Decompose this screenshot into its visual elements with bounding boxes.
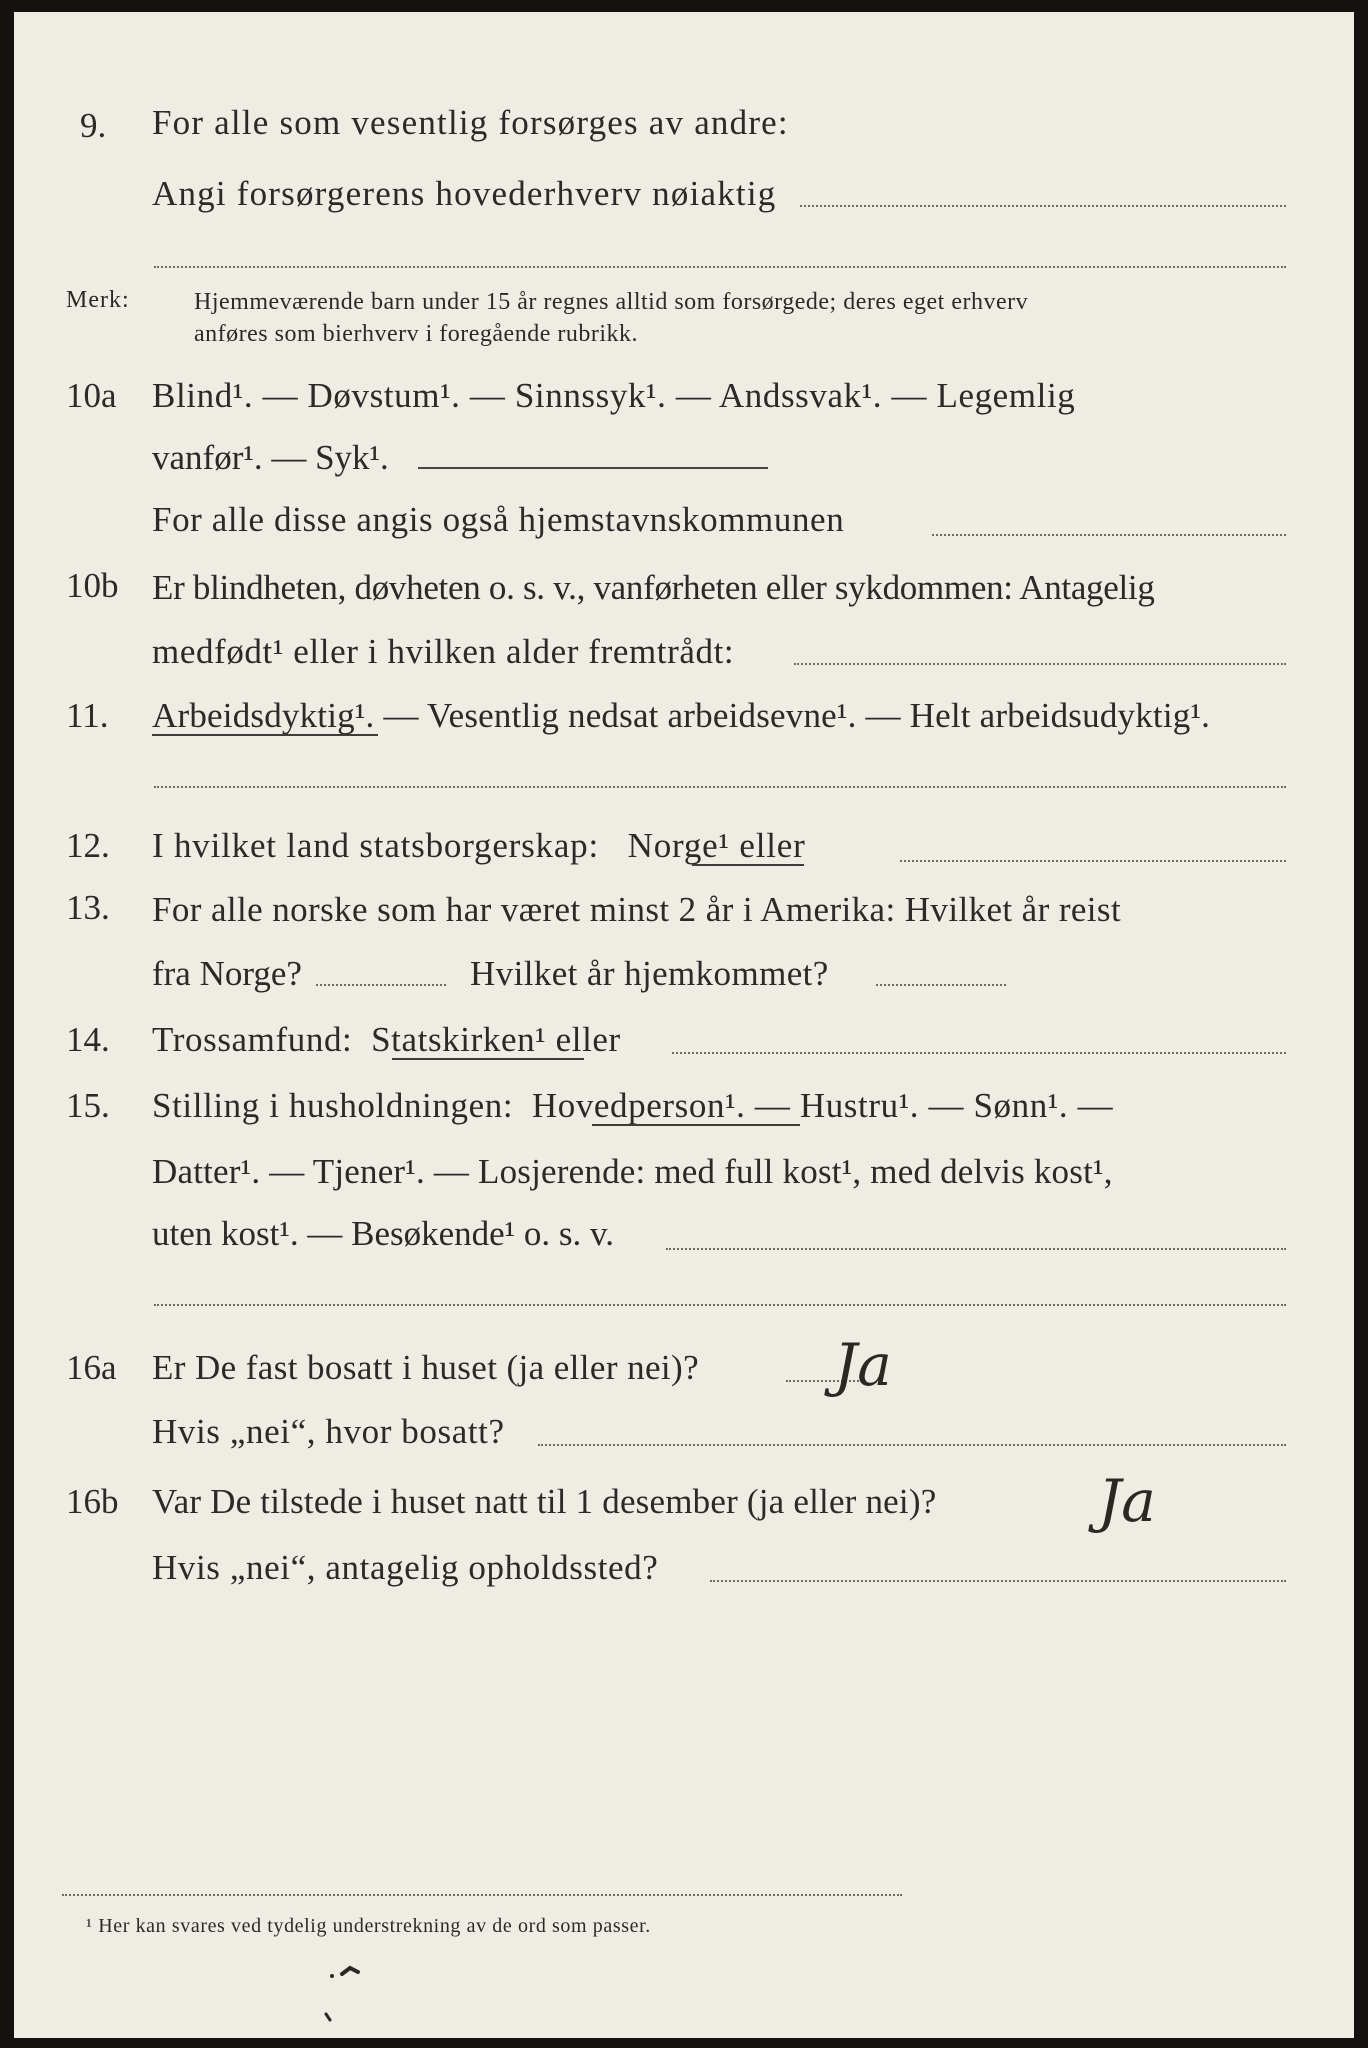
q11-extra-line [154, 786, 1286, 788]
q15-answer-line [666, 1248, 1286, 1250]
q11-line [152, 698, 1210, 733]
census-form-page [14, 12, 1354, 2038]
q10a-answer-line [418, 467, 768, 469]
q14-text: Trossamfund: [152, 1020, 353, 1059]
q14-line [152, 1022, 621, 1057]
q15-underline-mark [592, 1124, 800, 1126]
q12-underline-mark [692, 864, 804, 866]
q12-rest: eller [739, 826, 806, 865]
q13-year-returned-line [876, 984, 1006, 986]
q14-answer-line [672, 1052, 1286, 1054]
q11-rest: — Vesentlig nedsat arbeidsevne¹. — Helt arbeidsudyktig¹. [383, 696, 1211, 735]
note-label: Merk: [66, 287, 130, 313]
q16b-handwritten-answer: Ja [1098, 1467, 1156, 1535]
ink-smudge-mark [324, 1960, 404, 2038]
q16b-number: 16b [66, 1482, 119, 1521]
q9-line1: For alle som vesentlig forsørges av andre: [152, 103, 789, 142]
q15-text: Stilling i husholdningen: [152, 1086, 514, 1125]
q12-text: I hvilket land statsborgerskap: [152, 826, 599, 865]
q15-extra-line [154, 1304, 1286, 1306]
note-line1: Hjemmeværende barn under 15 år regnes alltid som forsørgede; deres eget erhverv [194, 289, 1029, 315]
q13-year-left-line [316, 984, 446, 986]
q16a-line2: Hvis „nei“, hvor bosatt? [152, 1412, 505, 1451]
q9-answer-line [800, 205, 1286, 207]
q13-number: 13. [66, 888, 110, 927]
q12-line [152, 828, 806, 863]
q13-line2a: fra Norge? [152, 954, 302, 993]
q13-line2b: Hvilket år hjemkommet? [470, 954, 829, 993]
q15-line2: Datter¹. — Tjener¹. — Losjerende: med full kost¹, med delvis kost¹, [152, 1152, 1113, 1191]
q15-line1 [152, 1088, 1113, 1123]
q16b-line2: Hvis „nei“, antagelig opholdssted? [152, 1548, 659, 1587]
q14-selected-option: Statskirken¹ [371, 1020, 547, 1059]
q10b-answer-line [794, 663, 1286, 665]
q15-selected-option: Hovedperson¹. [531, 1086, 746, 1125]
q10a-line1: Blind¹. — Døvstum¹. — Sinnssyk¹. — Andssvak¹. — Legemlig [152, 376, 1076, 415]
note-line2: anføres som bierhverv i foregående rubrikk. [194, 321, 639, 347]
q9-number: 9. [80, 106, 107, 145]
q10b-number: 10b [66, 566, 119, 605]
q11-selected-option: Arbeidsdyktig¹. [152, 696, 375, 735]
q10a-number: 10a [66, 376, 117, 415]
q9-line2: Angi forsørgerens hovederhverv nøiaktig [152, 174, 777, 213]
q9-extra-line [154, 266, 1286, 268]
q12-answer-line [900, 860, 1286, 862]
q14-rest: eller [555, 1020, 621, 1059]
q12-number: 12. [66, 826, 110, 865]
q10a-home-municipality-line [932, 534, 1286, 536]
q16a-number: 16a [66, 1348, 117, 1387]
q15-line3: uten kost¹. — Besøkende¹ o. s. v. [152, 1214, 615, 1253]
q16b-line1: Var De tilstede i huset natt til 1 desember (ja eller nei)? [152, 1482, 937, 1521]
q12-selected-option: Norge¹ [627, 826, 730, 865]
q11-number: 11. [66, 696, 109, 735]
q15-rest: — Hustru¹. — Sønn¹. — [754, 1086, 1114, 1125]
q10a-line3: For alle disse angis også hjemstavnskommunen [152, 500, 845, 539]
q16b-location-line [710, 1580, 1286, 1582]
q10a-line2: vanfør¹. — Syk¹. [152, 438, 389, 477]
q16a-residence-line [538, 1444, 1286, 1446]
q11-underline-mark [152, 734, 378, 736]
footnote-rule [62, 1894, 902, 1896]
q15-number: 15. [66, 1086, 110, 1125]
q16a-line1: Er De fast bosatt i huset (ja eller nei)? [152, 1348, 700, 1387]
q10b-line1: Er blindheten, døvheten o. s. v., vanførheten eller sykdommen: Antagelig [152, 568, 1155, 607]
q14-underline-mark [392, 1058, 584, 1060]
q14-number: 14. [66, 1020, 110, 1059]
footnote-text: ¹ Her kan svares ved tydelig understrekning av de ord som passer. [86, 1915, 651, 1937]
q13-line1: For alle norske som har været minst 2 år i Amerika: Hvilket år reist [152, 890, 1122, 929]
q16a-handwritten-answer: Ja [834, 1331, 892, 1399]
q10b-line2: medfødt¹ eller i hvilken alder fremtrådt: [152, 632, 735, 671]
